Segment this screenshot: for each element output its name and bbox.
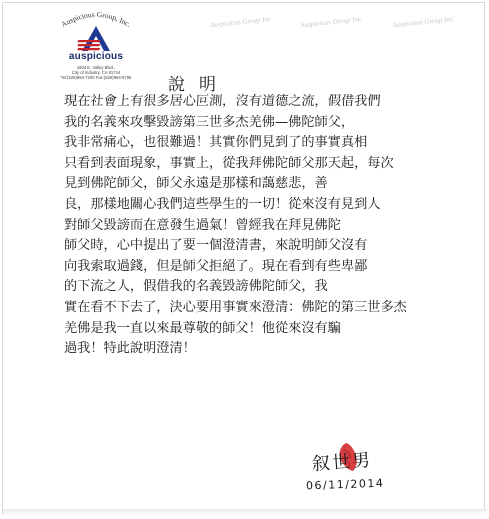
brand-name: auspicious: [68, 51, 124, 62]
watermark-company: Auspicious Group Inc.: [299, 14, 364, 30]
letter-line: 過我！特此說明澄清！: [64, 341, 196, 357]
letter-line: 羌佛是我一直以來最尊敬的師父！他從來沒有騙: [64, 320, 341, 336]
letter-line: 我的名義來攻擊毀謗第三世多杰羌佛—佛陀師父，: [64, 114, 355, 130]
letter-line: 見到佛陀師父，師父永遠是那樣和藹慈悲，善: [64, 176, 328, 192]
letter-line: 對師父毀謗而在意發生過氣！曾經我在拜見佛陀: [64, 217, 341, 233]
logo-icon: [76, 24, 116, 52]
paper-shadow: [3, 509, 487, 515]
letter-line: 我非常痛心，也很難過！其實你們見到了的事實真相: [64, 135, 368, 151]
letter-line: 師父時，心中提出了要一個澄清書，來說明師父沒有: [64, 238, 368, 254]
svg-text:Auspicious Group, Inc.: Auspicious Group, Inc.: [59, 10, 133, 30]
address-line: 1604 E. Valley Blvd.,: [76, 65, 116, 70]
letter-line: 向我索取過錢，但是師父拒絕了。現在看到有些卑鄙: [64, 258, 368, 274]
letter-line: 現在社會上有很多居心叵測，沒有道德之流，假借我們: [63, 94, 382, 109]
address-line: City of Industry, CA 91744: [71, 70, 121, 75]
watermark-company: Auspicious Group Inc.: [391, 14, 456, 30]
signature-date: 06/11/2014: [305, 476, 385, 493]
letter-line: 只看到表面現象，事實上，從我拜佛陀師父那天起，每次: [64, 155, 394, 171]
watermark-company: Auspicious Group Inc.: [209, 14, 274, 30]
letter-line: 良，那樣地關心我們這些學生的一切！從來沒有見到人: [64, 196, 381, 212]
letter-body: [64, 92, 484, 360]
letterhead: [56, 10, 136, 82]
phone-line: Tel:(626)964-7200 Fax:(626)964-8795: [60, 75, 132, 80]
signature: 叙世男: [311, 449, 373, 476]
letter-title: 說明: [168, 75, 230, 95]
letter-line: 實在看不下去了，決心要用事實來澄清：佛陀的第三世多杰: [64, 299, 407, 315]
letter-line: 的下流之人，假借我的名義毀謗佛陀師父，我: [64, 279, 328, 295]
